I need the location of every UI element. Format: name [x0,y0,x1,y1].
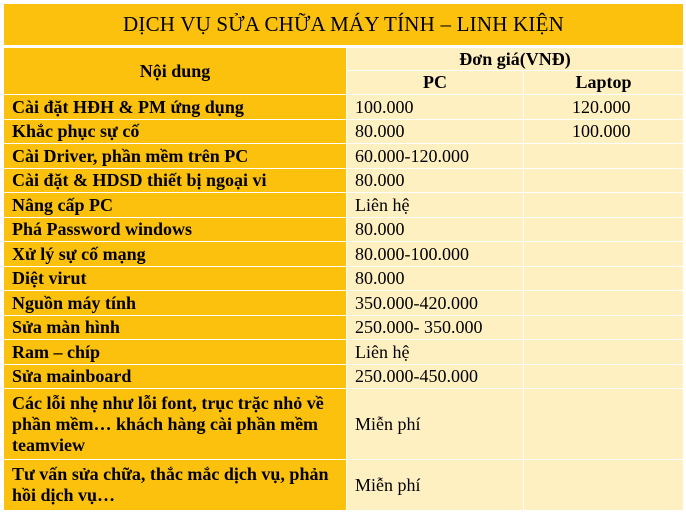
table-row [4,119,684,144]
pc-price: 60.000-120.000 [347,144,524,169]
pc-price: 250.000- 350.000 [347,315,524,340]
laptop-price [524,217,684,242]
laptop-price: 100.000 [524,119,684,144]
service-name: Các lỗi nhẹ như lỗi font, trục trặc nhỏ về phần mềm… khách hàng cài phần mềm teamview [4,389,347,460]
table-row [4,168,684,193]
service-price-table [3,3,684,511]
service-name: Cài Driver, phần mềm trên PC [4,144,347,169]
table-row [4,266,684,291]
pc-price: Miễn phí [347,460,524,511]
service-name: Ram – chíp [4,340,347,365]
table-row [4,193,684,218]
pc-price: 350.000-420.000 [347,291,524,316]
service-name: Khắc phục sự cố [4,119,347,144]
laptop-price [524,315,684,340]
laptop-price [524,266,684,291]
service-name: Tư vấn sửa chữa, thắc mắc dịch vụ, phản hồi dịch vụ… [4,460,347,511]
service-name: Xử lý sự cố mạng [4,242,347,267]
laptop-price [524,193,684,218]
service-name: Sửa mainboard [4,364,347,389]
content-header: Nội dung [4,47,347,95]
pc-price: Liên hệ [347,193,524,218]
table-row [4,460,684,511]
table-row [4,242,684,267]
table-row [4,95,684,120]
table-row [4,364,684,389]
table-row [4,340,684,365]
laptop-header: Laptop [524,71,684,95]
laptop-price [524,340,684,365]
laptop-price: 120.000 [524,95,684,120]
table-row [4,144,684,169]
pc-price: Miễn phí [347,389,524,460]
service-name: Phá Password windows [4,217,347,242]
laptop-price [524,364,684,389]
laptop-price [524,389,684,460]
service-name: Cài đặt HĐH & PM ứng dụng [4,95,347,120]
service-name: Diệt virut [4,266,347,291]
laptop-price [524,242,684,267]
pc-price: 80.000 [347,266,524,291]
table-row [4,217,684,242]
service-name: Cài đặt & HDSD thiết bị ngoại vi [4,168,347,193]
laptop-price [524,144,684,169]
table-row [4,291,684,316]
laptop-price [524,168,684,193]
service-name: Sửa màn hình [4,315,347,340]
price-header: Đơn giá(VNĐ) [347,47,684,71]
table-row [4,315,684,340]
pc-price: 80.000 [347,168,524,193]
service-name: Nâng cấp PC [4,193,347,218]
price-table-container [3,3,683,511]
pc-price: 250.000-450.000 [347,364,524,389]
pc-price: 80.000 [347,119,524,144]
pc-header: PC [347,71,524,95]
service-name: Nguồn máy tính [4,291,347,316]
pc-price: 80.000 [347,217,524,242]
table-title: DỊCH VỤ SỬA CHỮA MÁY TÍNH – LINH KIỆN [4,4,684,47]
table-row [4,389,684,460]
pc-price: Liên hệ [347,340,524,365]
laptop-price [524,291,684,316]
laptop-price [524,460,684,511]
pc-price: 100.000 [347,95,524,120]
pc-price: 80.000-100.000 [347,242,524,267]
